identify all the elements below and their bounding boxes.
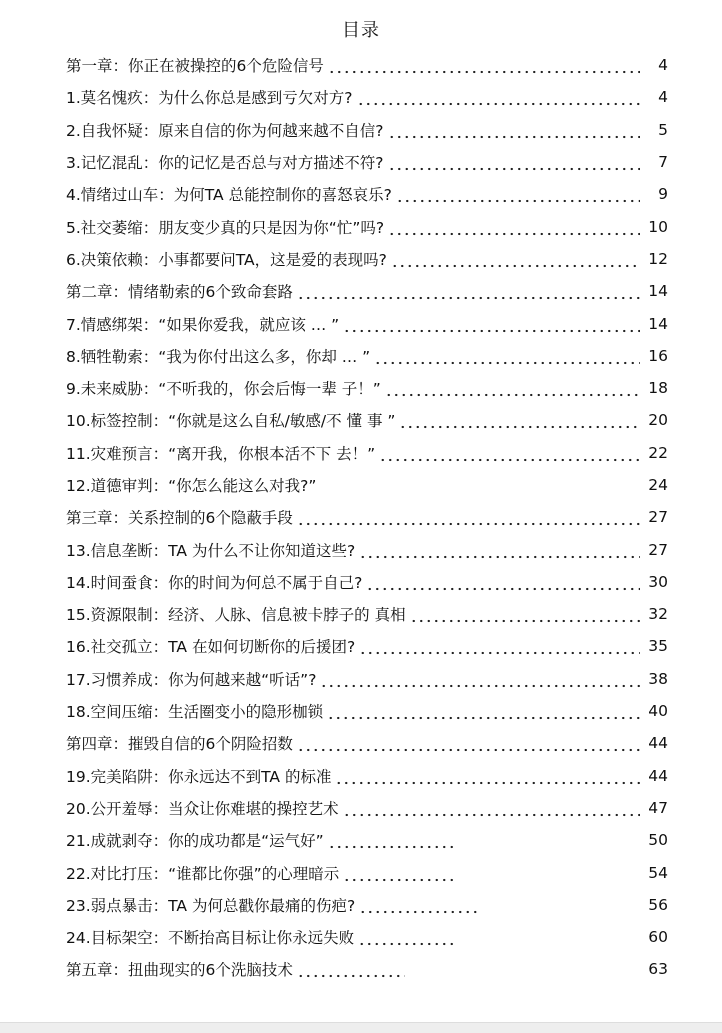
page-number: 24	[648, 476, 668, 494]
toc-chapter-row[interactable]	[66, 501, 668, 533]
section-title: 23.弱点暴击：TA 为何总戳你最痛的伤疤?	[66, 896, 356, 915]
section-title: 16.社交孤立：TA 在如何切断你的后援团?	[66, 638, 356, 657]
section-title: 14.时间蚕食：你的时间为何总不属于自己?	[66, 573, 363, 592]
page-number: 27	[648, 540, 668, 559]
dot-leader	[388, 218, 640, 236]
page-number: 27	[648, 508, 668, 527]
section-title: 3.记忆混乱：你的记忆是否总与对方描述不符?	[66, 154, 384, 173]
page-number: 44	[648, 734, 668, 753]
section-title: 1.莫名愧疚：为什么你总是感到亏欠对方?	[66, 89, 353, 108]
dot-leader	[396, 185, 640, 203]
section-title: 15.资源限制：经济、人脉、信息被卡脖子的 真相	[66, 606, 406, 625]
page-number: 14	[648, 314, 668, 333]
toc-chapter-row[interactable]	[66, 49, 668, 81]
chapter-title: 第二章：情绪勒索的6个致命套路	[66, 283, 293, 302]
page-number: 14	[648, 282, 668, 301]
toc-section-row[interactable]	[66, 372, 668, 404]
dot-leader	[391, 250, 640, 268]
toc-section-row[interactable]	[66, 243, 668, 275]
section-title: 13.信息垄断：TA 为什么不让你知道这些?	[66, 541, 356, 560]
dot-leader	[388, 121, 640, 139]
dot-leader	[410, 605, 640, 623]
dot-leader	[359, 541, 640, 559]
section-title: 7.情感绑架：“如果你爱我，就应该 … ”	[66, 315, 340, 334]
chapter-title: 第五章：扭曲现实的6个洗脑技术	[66, 961, 293, 980]
toc-section-row[interactable]	[66, 307, 668, 339]
toc-section-row[interactable]	[66, 566, 668, 598]
page-number: 50	[648, 831, 668, 850]
section-title: 18.空间压缩：生活圈变小的隐形枷锁	[66, 703, 324, 722]
section-title: 11.灾难预言：“离开我，你根本活不下 去！”	[66, 444, 376, 463]
chapter-title: 第三章：关系控制的6个隐蔽手段	[66, 509, 293, 528]
section-title: 5.社交萎缩：朋友变少真的只是因为你“忙”吗?	[66, 218, 385, 237]
page-number: 7	[658, 153, 668, 172]
dot-leader	[343, 864, 457, 882]
toc-section-row[interactable]	[66, 178, 668, 210]
page-number: 54	[648, 863, 668, 882]
dot-leader	[335, 767, 640, 785]
section-title: 12.道德审判：“你怎么能这么对我?”	[66, 477, 317, 495]
page-number: 47	[648, 798, 668, 817]
page-number: 44	[648, 766, 668, 785]
toc-section-row[interactable]	[66, 114, 668, 146]
section-title: 17.习惯养成：你为何越来越“听话”?	[66, 670, 317, 689]
dot-leader	[385, 379, 640, 397]
section-title: 9.未来威胁：“不听我的，你会后悔一辈 子！”	[66, 380, 381, 399]
dot-leader	[366, 573, 640, 591]
page-number: 63	[648, 960, 668, 979]
toc-section-row[interactable]	[66, 404, 668, 436]
dot-leader	[327, 702, 640, 720]
toc-section-row[interactable]	[66, 437, 668, 469]
toc-section-row[interactable]	[66, 630, 668, 662]
dot-leader	[297, 282, 640, 300]
toc-section-row[interactable]	[66, 760, 668, 792]
section-title: 20.公开羞辱：当众让你难堪的操控艺术	[66, 799, 339, 818]
section-title: 24.目标架空：不断抬高目标让你永远失败	[66, 929, 355, 948]
page-number: 60	[648, 928, 668, 947]
dot-leader	[297, 734, 640, 752]
dot-leader	[297, 508, 640, 526]
dot-leader	[388, 153, 640, 171]
page-number: 22	[648, 443, 668, 462]
toc-section-row[interactable]	[66, 146, 668, 178]
dot-leader	[359, 637, 640, 655]
section-title: 19.完美陷阱：你永远达不到TA 的标准	[66, 767, 332, 786]
page-number: 56	[648, 895, 668, 914]
dot-leader	[359, 896, 477, 914]
page-number: 4	[658, 56, 668, 75]
section-title: 8.牺牲勒索：“我为你付出这么多，你却 … ”	[66, 347, 371, 366]
toc-section-row[interactable]	[66, 81, 668, 113]
chapter-title: 第一章：你正在被操控的6个危险信号	[66, 57, 324, 76]
dot-leader	[374, 347, 640, 365]
chapter-title: 第四章：摧毁自信的6个阴险招数	[66, 735, 293, 754]
section-title: 4.情绪过山车：为何TA 总能控制你的喜怒哀乐?	[66, 186, 392, 205]
page-bottom-edge	[0, 1022, 722, 1033]
page-number: 16	[648, 346, 668, 365]
section-title: 2.自我怀疑：原来自信的你为何越来越不自信?	[66, 121, 384, 140]
page-number: 12	[648, 249, 668, 268]
toc-section-row[interactable]	[66, 695, 668, 727]
dot-leader	[343, 799, 640, 817]
toc-section-row[interactable]	[66, 856, 668, 888]
toc-list	[66, 49, 668, 986]
dot-leader	[357, 88, 640, 106]
dot-leader	[297, 960, 405, 978]
toc-chapter-row[interactable]	[66, 727, 668, 759]
dot-leader	[320, 670, 640, 688]
section-title: 22.对比打压：“谁都比你强”的心理暗示	[66, 864, 340, 883]
toc-section-row[interactable]	[66, 663, 668, 695]
dot-leader	[358, 928, 458, 946]
section-title: 6.决策依赖：小事都要问TA，这是爱的表现吗?	[66, 250, 387, 269]
toc-section-row[interactable]	[66, 792, 668, 824]
dot-leader	[320, 476, 640, 494]
dot-leader	[328, 831, 458, 849]
page-number: 35	[648, 637, 668, 656]
toc-section-row[interactable]	[66, 598, 668, 630]
toc-chapter-row[interactable]	[66, 275, 668, 307]
page-number: 10	[648, 217, 668, 236]
page-number: 9	[658, 185, 668, 204]
toc-chapter-row[interactable]	[66, 953, 668, 985]
page-number: 20	[648, 411, 668, 430]
toc-section-row[interactable]	[66, 921, 668, 953]
dot-leader	[379, 444, 640, 462]
toc-section-row[interactable]	[66, 210, 668, 242]
section-title: 10.标签控制：“你就是这么自私/敏感/不 懂 事 ”	[66, 412, 396, 431]
page-title: 目录	[342, 20, 380, 41]
toc-section-row[interactable]	[66, 340, 668, 372]
toc-section-row[interactable]	[66, 824, 668, 856]
page-number: 30	[648, 572, 668, 591]
page-number: 18	[648, 379, 668, 398]
dot-leader	[343, 315, 640, 333]
section-title: 21.成就剥夺：你的成功都是“运气好”	[66, 832, 324, 851]
dot-leader	[399, 411, 640, 429]
page-number: 32	[648, 605, 668, 624]
toc-section-row[interactable]	[66, 469, 668, 501]
dot-leader	[328, 56, 640, 74]
page-number: 5	[658, 120, 668, 139]
page-number: 38	[648, 669, 668, 688]
toc-section-row[interactable]	[66, 533, 668, 565]
page-number: 40	[648, 702, 668, 721]
page-number: 4	[658, 88, 668, 107]
toc-section-row[interactable]	[66, 889, 668, 921]
